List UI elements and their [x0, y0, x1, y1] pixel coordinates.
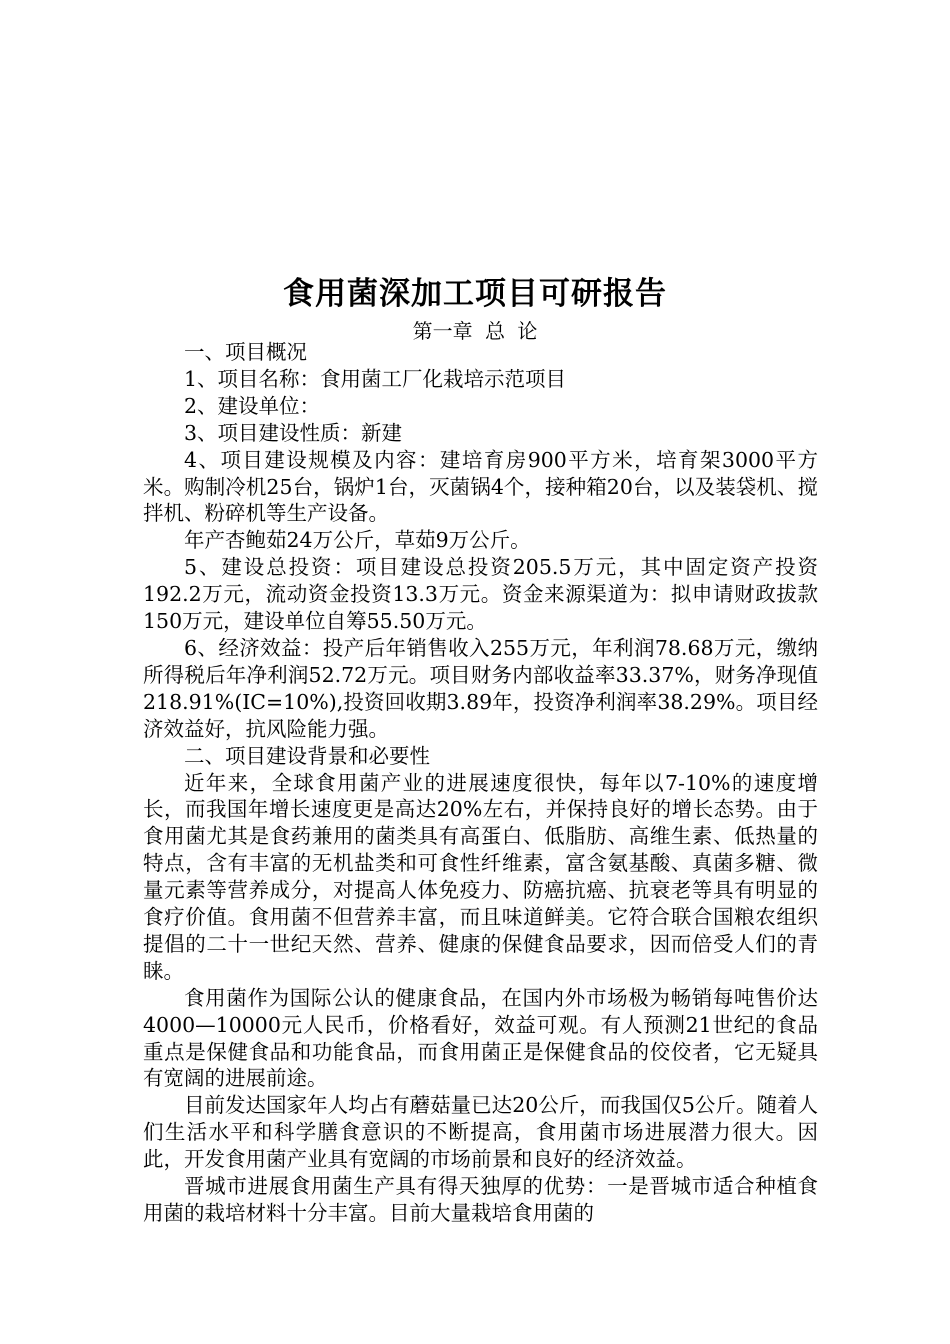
paragraph: 近年来，全球食用菌产业的进展速度很快，每年以7-10%的速度增长，而我国年增长速度更是高达20%左右，并保持良好的增长态势。由于食用菌尤其是食药兼用的菌类具有高蛋白、低脂肪、高维生素、低热量的特点，含有丰富的无机盐类和可食性纤维素，富含氨基酸、真菌多糖、微量元素等营养成分，对提高人体免疫力、防癌抗癌、抗衰老等具有明显的食疗价值。食用菌不但营养丰富，而且味道鲜美。它符合联合国粮农组织提倡的二十一世纪天然、营养、健康的保健食品要求，因而倍受人们的青睐。 — [143, 770, 818, 983]
paragraph: 2、建设单位： — [184, 393, 321, 418]
document-body — [143, 339, 818, 1227]
paragraph: 年产杏鲍茹24万公斤，草茹9万公斤。 — [184, 528, 531, 553]
chapter-heading: 第一章 总 论 — [412, 319, 538, 343]
paragraph: 5、建设总投资：项目建设总投资205.5万元，其中固定资产投资192.2万元，流动资金投资13.3万元。资金来源渠道为：拟申请财政拔款150万元，建设单位自筹55.50万元。 — [143, 555, 818, 634]
paragraph: 1、项目名称：食用菌工厂化栽培示范项目 — [184, 366, 567, 391]
section-heading: 二、项目建设背景和必要性 — [184, 743, 430, 768]
section-heading: 一、项目概况 — [184, 340, 307, 364]
document-title: 食用菌深加工项目可研报告 — [283, 276, 667, 312]
paragraph: 目前发达国家年人均占有蘑菇量已达20公斤，而我国仅5公斤。随着人们生活水平和科学膳食意识的不断提高，食用菌市场进展潜力很大。因此，开发食用菌产业具有宽阔的市场前景和良好的经济效益。 — [143, 1093, 818, 1172]
paragraph: 晋城市进展食用菌生产具有得天独厚的优势：一是晋城市适合种植食用菌的栽培材料十分丰富。目前大量栽培食用菌的 — [143, 1174, 818, 1225]
paragraph: 4、项目建设规模及内容：建培育房900平方米，培育架3000平方米。购制冷机25台，锅炉1台，灭菌锅4个，接种箱20台，以及装袋机、搅拌机、粉碎机等生产设备。 — [143, 447, 818, 526]
paragraph: 食用菌作为国际公认的健康食品，在国内外市场极为畅销每吨售价达4000—10000元人民币，价格看好，效益可观。有人预测21世纪的食品重点是保健食品和功能食品，而食用菌正是保健食品的佼佼者，它无疑具有宽阔的进展前途。 — [143, 985, 818, 1091]
paragraph: 3、项目建设性质：新建 — [184, 420, 403, 445]
paragraph: 6、经济效益：投产后年销售收入255万元，年利润78.68万元，缴纳所得税后年净利润52.72万元。项目财务内部收益率33.37%，财务净现值218.91%(IC=10%),投资回收期3.89年，投资净利润率38.29%。项目经济效益好，抗风险能力强。 — [143, 635, 818, 741]
